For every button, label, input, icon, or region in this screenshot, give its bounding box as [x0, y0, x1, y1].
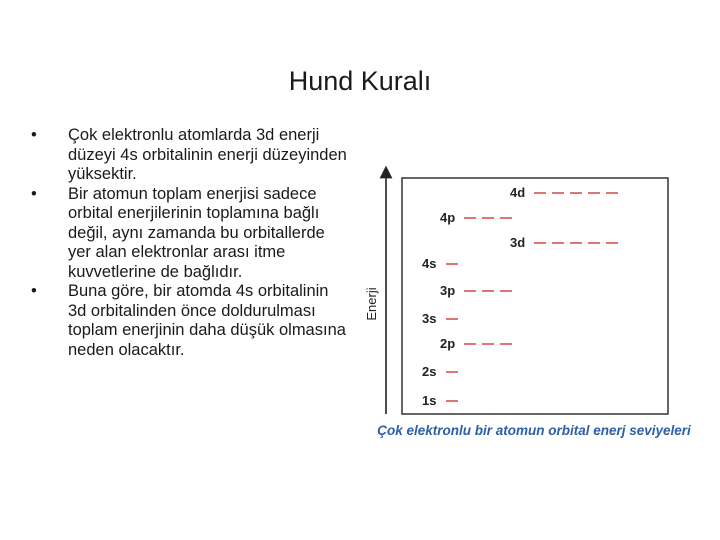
bullet-item — [28, 185, 348, 283]
level-label-1s: 1s — [422, 393, 437, 408]
level-label-2p: 2p — [440, 336, 456, 351]
energy-level-figure — [356, 166, 712, 446]
bullet-item — [28, 282, 348, 360]
bullet-list — [28, 126, 348, 360]
bullet-text: Bir atomun toplam enerjisi sadece orbital enerjilerinin toplamına bağlı değil, aynı zamanda bu orbitallerde yer alan elektronlar arası itme kuvvetlerine de bağlıdır. — [68, 184, 325, 281]
energy-diagram — [356, 166, 712, 446]
level-label-3d: 3d — [510, 235, 526, 250]
bullet-text: Buna göre, bir atomda 4s orbitalinin 3d orbitalinden önce doldurulması toplam enerjinin daha düşük olmasına neden olacaktır. — [68, 282, 346, 359]
level-label-4p: 4p — [440, 210, 456, 225]
level-label-3p: 3p — [440, 283, 456, 298]
slide-title: Hund Kuralı — [288, 66, 432, 97]
level-label-4s: 4s — [422, 256, 437, 271]
level-label-4d: 4d — [510, 185, 526, 200]
bullet-text: Çok elektronlu atomlarda 3d enerji düzeyi 4s orbitalinin enerji düzeyinden yüksektir. — [68, 126, 347, 183]
energy-axis-label: Enerji — [364, 287, 379, 321]
bullet-dot-icon: • — [31, 282, 37, 300]
bullet-dot-icon: • — [31, 126, 37, 144]
level-label-3s: 3s — [422, 311, 437, 326]
figure-caption: Çok elektronlu bir atomun orbital enerj seviyeleri — [377, 423, 691, 438]
bullet-item — [28, 126, 348, 185]
bullet-dot-icon: • — [31, 184, 37, 203]
level-label-2s: 2s — [422, 364, 437, 379]
